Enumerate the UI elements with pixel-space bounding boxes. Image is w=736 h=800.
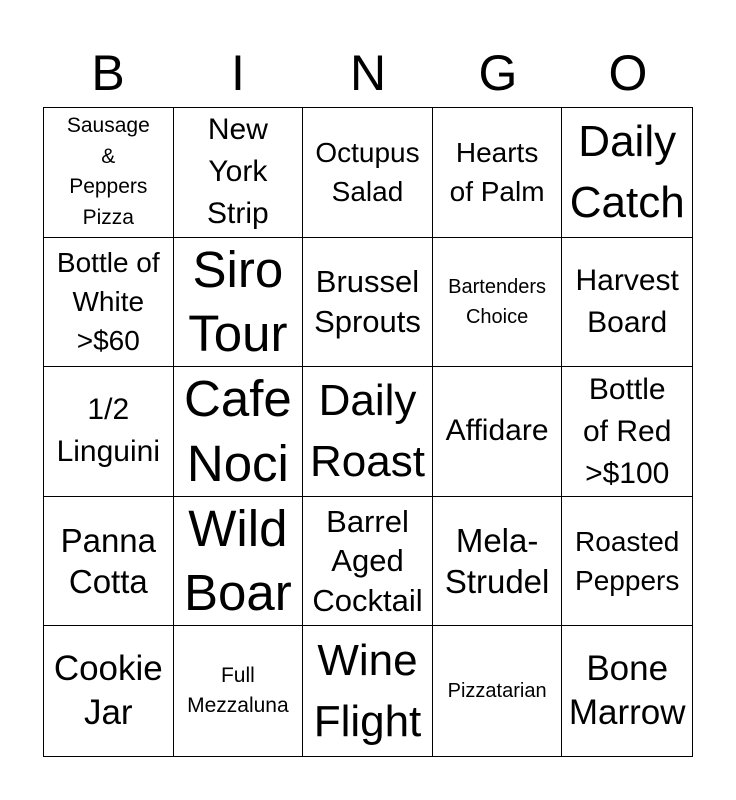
cell-text: Roasted Peppers: [575, 525, 680, 597]
cell-text: 1/2 Linguini: [56, 393, 160, 469]
cell-text: Panna Cotta: [60, 521, 157, 601]
bingo-cell[interactable]: [44, 497, 174, 627]
cell-text: Sausage & Peppers Pizza: [66, 114, 150, 229]
cell-text: Hearts of Palm: [449, 137, 545, 208]
bingo-cell[interactable]: [303, 367, 433, 497]
bingo-cell[interactable]: [44, 626, 174, 756]
cell-text: Cookie Jar: [53, 649, 163, 733]
cell-text: Brussel Sprouts: [314, 264, 421, 339]
cell-text: Harvest Board: [575, 263, 679, 339]
bingo-cell[interactable]: [44, 108, 174, 238]
header-letter-n: N: [349, 45, 387, 101]
header-letter-b: B: [91, 45, 125, 101]
bingo-cell[interactable]: [44, 367, 174, 497]
bingo-cell[interactable]: [303, 626, 433, 756]
bingo-cell[interactable]: [174, 108, 304, 238]
header-letter-i: I: [231, 45, 245, 101]
bingo-cell[interactable]: [174, 626, 304, 756]
bingo-cell[interactable]: [562, 238, 692, 368]
cell-text: Siro Tour: [188, 240, 288, 362]
cell-text: Mela- Strudel: [444, 521, 550, 601]
bingo-cell[interactable]: [562, 367, 692, 497]
cell-text: Bartenders Choice: [448, 275, 547, 328]
bingo-cell[interactable]: [303, 238, 433, 368]
cell-text: Bottle of White >$60: [56, 247, 160, 357]
cell-text: Bone Marrow: [568, 649, 686, 733]
bingo-cell[interactable]: [174, 367, 304, 497]
cell-text: Cafe Noci: [184, 370, 292, 492]
bingo-cell[interactable]: [433, 497, 563, 627]
cell-text: Wine Flight: [313, 635, 422, 747]
bingo-cell[interactable]: [174, 497, 304, 627]
bingo-cell[interactable]: [562, 497, 692, 627]
bingo-cell[interactable]: [174, 238, 304, 368]
cell-text: Bottle of Red >$100: [583, 372, 672, 490]
header-letter-o: O: [608, 45, 648, 101]
bingo-cell[interactable]: [562, 108, 692, 238]
bingo-cell[interactable]: [303, 497, 433, 627]
cell-text: Wild Boar: [184, 499, 292, 622]
bingo-cell[interactable]: [303, 108, 433, 238]
cell-text: Full Mezzaluna: [187, 663, 289, 718]
bingo-board: [43, 107, 693, 757]
cell-text: Daily Roast: [310, 375, 425, 487]
cell-text: Affidare: [445, 414, 549, 448]
bingo-cell[interactable]: [433, 108, 563, 238]
cell-text: Barrel Aged Cocktail: [312, 503, 423, 618]
bingo-cell[interactable]: [44, 238, 174, 368]
bingo-header: [43, 40, 693, 106]
bingo-cell[interactable]: [433, 626, 563, 756]
cell-text: Pizzatarian: [447, 680, 547, 703]
bingo-cell[interactable]: [433, 367, 563, 497]
cell-text: New York Strip: [207, 113, 269, 231]
bingo-cell[interactable]: [562, 626, 692, 756]
cell-text: Daily Catch: [569, 116, 685, 228]
cell-text: Octupus Salad: [315, 137, 420, 208]
bingo-cell[interactable]: [433, 238, 563, 368]
header-letter-g: G: [478, 45, 518, 101]
